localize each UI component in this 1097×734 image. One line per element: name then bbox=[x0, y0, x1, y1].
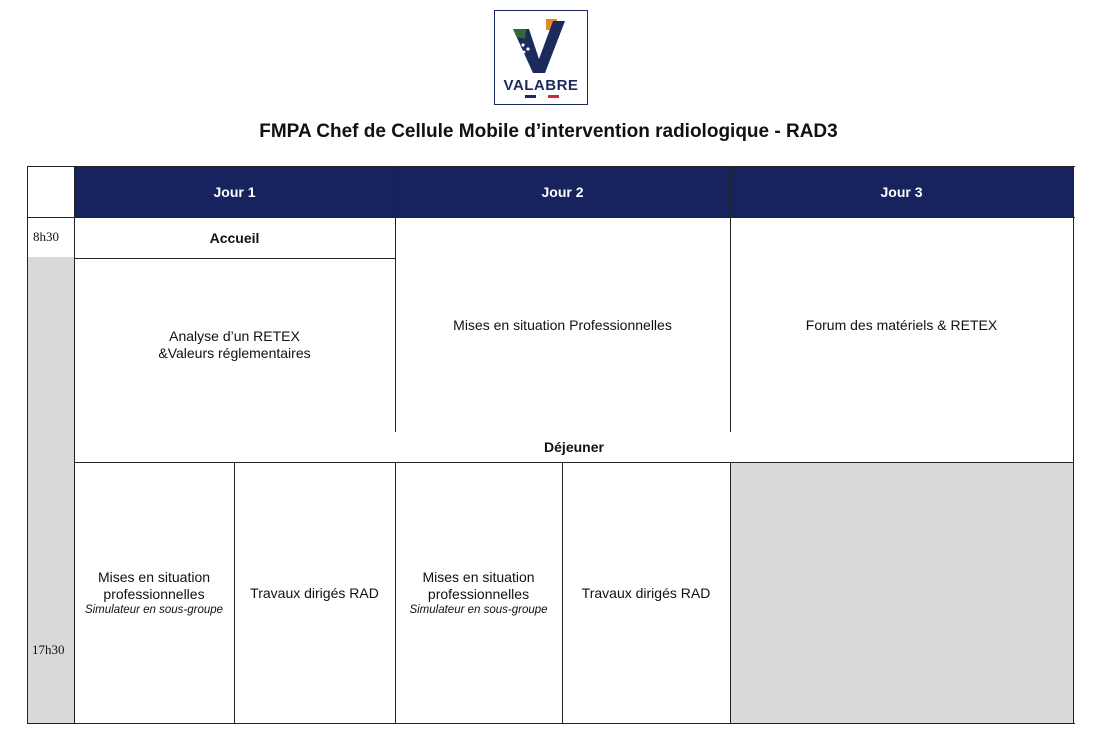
grid-line bbox=[27, 166, 28, 724]
header-day-1-label: Jour 1 bbox=[213, 183, 256, 200]
grid-line bbox=[730, 166, 731, 432]
grid-line bbox=[74, 462, 1074, 463]
day2-sim-note: Simulateur en sous-groupe bbox=[409, 604, 548, 616]
start-time: 8h30 bbox=[33, 229, 59, 244]
day1-td-label: Travaux dirigés RAD bbox=[250, 584, 379, 601]
day2-sim-line2: professionnelles bbox=[427, 586, 530, 602]
grid-line bbox=[27, 166, 1075, 167]
day2-afternoon-simulation bbox=[395, 463, 562, 723]
grid-line bbox=[74, 166, 75, 724]
day1-sim-line2: professionnelles bbox=[103, 586, 205, 602]
header-day-1 bbox=[74, 167, 395, 217]
grid-line bbox=[1073, 166, 1074, 724]
day3-afternoon-empty bbox=[730, 463, 1074, 723]
day2-td-label: Travaux dirigés RAD bbox=[581, 584, 711, 601]
day1-sim-note: Simulateur en sous-groupe bbox=[84, 604, 224, 616]
grid-line bbox=[27, 723, 1075, 724]
day2-morning-label: Mises en situation Professionnelles bbox=[453, 316, 672, 333]
day1-afternoon-td bbox=[234, 463, 395, 723]
day1-afternoon-simulation bbox=[74, 463, 234, 723]
day1-sim-line1: Mises en situation bbox=[97, 569, 211, 585]
day1-retex-line2: &Valeurs réglementaires bbox=[158, 345, 311, 361]
day1-welcome-label: Accueil bbox=[209, 229, 260, 246]
logo-text: VALABRE bbox=[503, 77, 579, 94]
grid-line bbox=[395, 462, 396, 724]
day3-morning-session bbox=[730, 218, 1073, 432]
grid-line bbox=[27, 217, 1075, 218]
end-time: 17h30 bbox=[32, 642, 65, 657]
logo-tricolor-stripe bbox=[525, 95, 559, 98]
page-title: FMPA Chef de Cellule Mobile d’intervention radiologique - RAD3 bbox=[259, 121, 838, 142]
day2-morning-session bbox=[395, 218, 730, 432]
header-day-3 bbox=[730, 167, 1073, 217]
grid-line bbox=[74, 258, 395, 259]
valabre-logo bbox=[494, 10, 588, 105]
day1-retex-session bbox=[74, 259, 395, 431]
header-day-2-label: Jour 2 bbox=[541, 183, 584, 200]
day2-afternoon-td bbox=[562, 463, 730, 723]
lunch-label: Déjeuner bbox=[544, 438, 604, 455]
grid-line bbox=[234, 462, 235, 724]
lunch-break bbox=[74, 432, 1074, 462]
day1-retex-line1: Analyse d’un RETEX bbox=[169, 328, 300, 344]
day2-sim-line1: Mises en situation bbox=[422, 569, 535, 585]
day1-welcome bbox=[74, 218, 395, 258]
header-day-2 bbox=[395, 167, 730, 217]
grid-line bbox=[730, 462, 731, 724]
header-day-3-label: Jour 3 bbox=[880, 183, 923, 200]
grid-line bbox=[395, 166, 396, 432]
day3-morning-label: Forum des matériels & RETEX bbox=[805, 316, 998, 333]
grid-line bbox=[562, 462, 563, 724]
